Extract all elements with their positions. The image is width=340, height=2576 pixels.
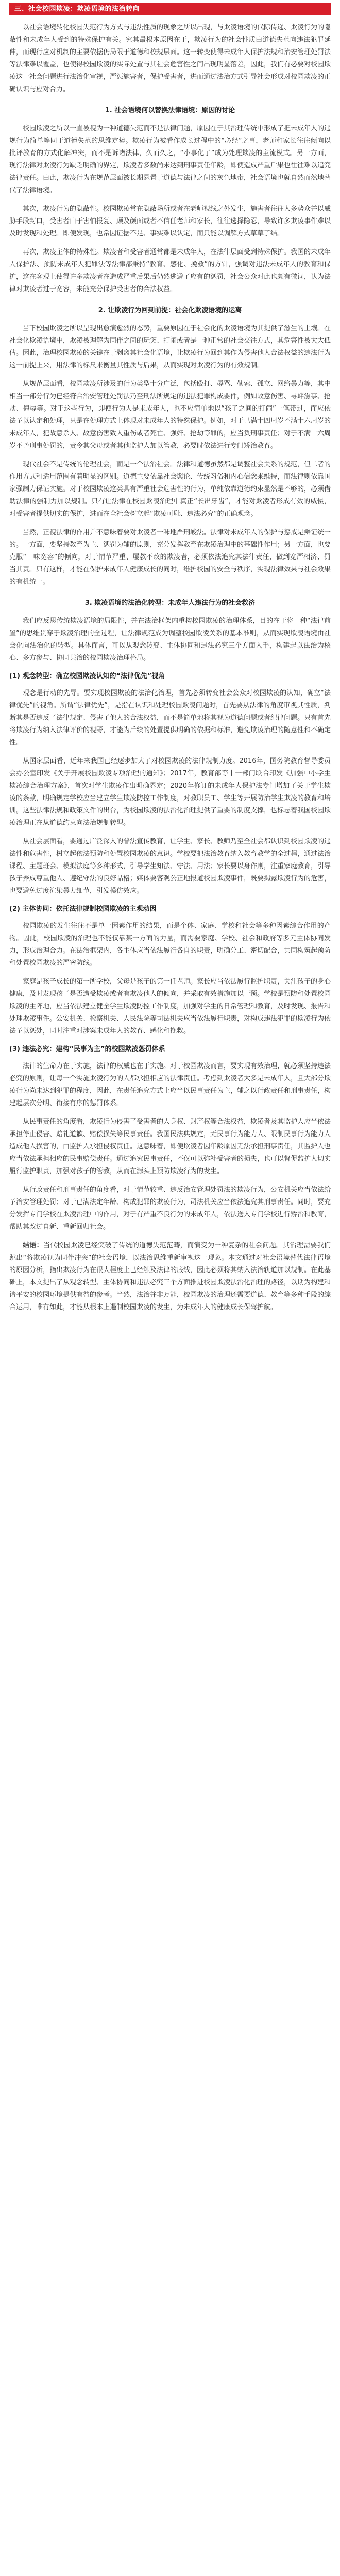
conclusion-label: 结语： xyxy=(23,1242,43,1249)
paragraph: 我们应反思传统欺凌语境的局限性，并在法治框架内重构校园欺凌的治理体系，目的在于将一种“法律前置”的思维贯穿于欺凌治理的全过程，让法律规范成为调整校园欺凌关系的基本准则，从而实现欺凌语境由社会化向法治化的转型。具体而言，可以从观念转变、主体协同和违法必究三个方面入手，构建起以法治为核心、多方参与、协同共治的校园欺凌治理格局。 xyxy=(9,617,331,662)
article-page xyxy=(0,3,340,2576)
paragraph: 从社会层面看，要通过广泛深入的普法宣传教育，让学生、家长、教师乃至全社会都认识到校园欺凌的违法性和危害性，树立起依法预防和处置校园欺凌的意识。学校要把法治教育纳入教育教学的全过程，通过法治课程、主题班会、模拟法庭等多种形式，引导学生知法、守法、用法；家长要以身作则，注重家庭教育，引导孩子养成尊重他人、遵纪守法的良好品格；媒体要客观公正地报道校园欺凌事件，既要揭露欺凌行为的危害，也要避免过度渲染暴力细节，引发模仿效应。 xyxy=(9,838,331,895)
paragraph: 现代社会不是传统的伦理社会，而是一个法治社会。法律和道德虽然都是调整社会关系的规范，但二者的作用方式和适用范围有着明显的区别。道德主要依靠社会舆论、传统习俗和内心信念来维持，而法律则依靠国家强制力保证实施。对于校园欺凌这类具有严重社会危害性的行为，单纯依靠道德约束显然是不够的，必须借助法律的强制力加以规制。只有让法律在校园欺凌治理中真正“长出牙齿”，才能对欺凌者形成有效的威慑，对受害者提供切实的保护，进而在全社会树立起“欺凌可耻、违法必究”的正确观念。 xyxy=(9,461,331,518)
paragraph: 校园欺凌的发生往往不是单一因素作用的结果，而是个体、家庭、学校和社会等多种因素综合作用的产物。因此，校园欺凌的治理也不能仅靠某一方面的力量，而需要家庭、学校、社会和政府等多元主体协同发力，形成治理合力。在法治框架内，各主体应当依法履行各自的职责，明确分工、密切配合，共同构筑起预防和处置校园欺凌的严密防线。 xyxy=(9,922,331,967)
paragraph: 当下校园欺凌之所以呈现出愈演愈烈的态势，重要原因在于社会化的欺凌语境为其提供了滋生的土壤。在社会化欺凌语境中，欺凌被理解为同伴之间的玩笑、打闹或者是一种正常的社会交往方式，其危害性被大大低估。因此，治理校园欺凌的关键在于剥离其社会化语境，让欺凌行为回到其作为侵害他人合法权益的违法行为这一前提上来，用法律的标尺来衡量其性质与后果，从而实现对欺凌行为的有效规制。 xyxy=(9,325,331,369)
paragraph: 校园欺凌之所以一直被视为一种道德失范而不是法律问题，原因在于其治理传统中形成了把未成年人的违规行为简单等同于道德失范的思维定势。欺凌行为被看作成长过程中的“必经”之事，老师和家长往往倾向以批评教育的方式化解冲突，而不是诉诸法律，久而久之，“小事化了”成为处理欺凌的主流模式。另一方面，现行法律对欺凌行为缺乏明确的界定，欺凌者多数尚未达到刑事责任年龄，即使造成严重后果也往往难以追究法律责任。由此，欺凌行为在规范层面被长期悬置于道德与法律之间的灰色地带，社会语境也就自然而然地替代了法律语境。 xyxy=(9,125,331,194)
section-title-bar: 三、社会校园欺凌：欺凌语境的法治转向 xyxy=(9,3,331,15)
conclusion-paragraph xyxy=(9,1240,331,1314)
subsection-heading: 3. 欺凌语境的法治化转型：未成年人违法行为的社会救济 xyxy=(84,599,256,607)
paragraph: 从规范层面看，校园欺凌所涉及的行为类型十分广泛，包括殴打、辱骂、勒索、孤立、网络暴力等，其中相当一部分行为已经符合治安管理处罚法乃至刑法所规定的违法犯罪构成要件，例如故意伤害、寻衅滋事、抢劫、侮辱等。对于这些行为，即便行为人是未成年人，也不应简单地以“孩子之间的打闹”一笔带过，而应依法予以认定和处理，只是在处理方式上体现对未成年人的特殊保护。例如，对于已满十四周岁不满十六周岁的未成年人，犯故意杀人、故意伤害致人重伤或者死亡、强奸、抢劫等罪的，应当负刑事责任；对于不满十六周岁不予刑事处罚的，责令其父母或者其他监护人加以管教，必要时依法进行专门矫治教育。 xyxy=(9,380,331,450)
conclusion-text: 当代校园欺凌已经突破了传统的道德失范范畴，而演变为一种复杂的社会问题。其治理需要我们跳出“将欺凌视为同伴冲突”的社会语境，以法治思维重新审视这一现象。本文通过对社会语境替代法律语境的原因分析，指出欺凌行为在很大程度上已经触及法律的底线，因此必须将其纳入法治轨道加以规制。在此基础上，本文提出了从观念转型、主体协同和违法必究三个方面推进校园欺凌法治化治理的路径，以期为构建和谐平安的校园环境提供有益的参考。当然，法治并非万能，校园欺凌的治理还需要道德、教育等多种手段的综合运用，唯有如此，才能从根本上遏制校园欺凌的发生，为未成年人的健康成长保驾护航。 xyxy=(9,1242,331,1311)
subsection-heading: 2. 让欺凌行为回到前提：社会化欺凌语境的运离 xyxy=(98,307,242,314)
point-heading: (2) 主体协同：依托法律规制校园欺凌的主观动因 xyxy=(9,905,157,913)
subsection-heading: 1. 社会语境何以替换法律语境：原因的讨论 xyxy=(105,107,235,114)
paragraph: 当然，正视法律的作用并不意味着要对欺凌者一味地严刑峻法。法律对未成年人的保护与惩戒是辩证统一的。一方面，要坚持教育为主、惩罚为辅的原则，充分发挥教育在欺凌治理中的基础性作用；另一方面，也要克服“一味宽容”的倾向，对于情节严重、屡教不改的欺凌者，必须依法追究其法律责任，做到宽严相济、罚当其责。只有这样，才能在保护未成年人健康成长的同时，维护校园的安全与秩序，实现法律效果与社会效果的有机统一。 xyxy=(9,529,331,586)
article-body xyxy=(9,22,331,1314)
paragraph: 家庭是孩子成长的第一所学校，父母是孩子的第一任老师。家长应当依法履行监护职责，关注孩子的身心健康，及时发现孩子是否遭受欺凌或者有欺凌他人的倾向，并采取有效措施加以干预。学校是预防和处置校园欺凌的主阵地，应当依法建立健全学生欺凌防控工作制度，加强对学生的日常管理和教育，及时发现、报告和处理欺凌事件。公安机关、检察机关、人民法院等司法机关应当依法履行职责，对构成违法犯罪的欺凌行为依法予以惩处，同时注重对涉案未成年人的教育、感化和挽救。 xyxy=(9,978,331,1035)
paragraph: 从国家层面看，近年来我国已经逐步加大了对校园欺凌的法律规制力度。2016年，国务院教育督导委员会办公室印发《关于开展校园欺凌专项治理的通知》；2017年，教育部等十一部门联合印发《加强中小学生欺凌综合治理方案》，首次对学生欺凌作出明确界定；2020年修订的未成年人保护法专门增加了关于学生欺凌的条款，明确规定学校应当建立学生欺凌防控工作制度，对教职员工、学生等开展防治学生欺凌的教育和培训。这些法律法规和政策文件的出台，为校园欺凌的法治化治理提供了重要的制度支撑，也标志着我国校园欺凌治理正在从道德约束向法治规制转型。 xyxy=(9,757,331,827)
paragraph: 观念是行动的先导。要实现校园欺凌的法治化治理，首先必须转变社会公众对校园欺凌的认知，确立“法律优先”的视角。所谓“法律优先”，是指在认识和处理校园欺凌问题时，首先要从法律的角度审视其性质，判断其是否违反了法律规定、侵害了他人的合法权益，而不是简单地将其视为道德问题或者纪律问题。只有首先将欺凌行为纳入法律评价的视野，才能为后续的处置提供明确的依据和标准，避免欺凌治理的随意性和不确定性。 xyxy=(9,689,331,747)
point-heading: (3) 违法必究：建构“民事为主”的校园欺凌惩罚体系 xyxy=(9,1045,165,1053)
paragraph: 从民事责任的角度看，欺凌行为侵害了受害者的人身权、财产权等合法权益，欺凌者及其监护人应当依法承担停止侵害、赔礼道歉、赔偿损失等民事责任。我国民法典规定，无民事行为能力人、限制民事行为能力人造成他人损害的，由监护人承担侵权责任。这意味着，即便欺凌者因年龄原因无法承担刑事责任，其监护人也应当依法承担相应的民事赔偿责任。通过追究民事责任，不仅可以弥补受害者的损失，也可以督促监护人切实履行监护职责，加强对孩子的管教，从而在源头上预防欺凌行为的发生。 xyxy=(9,1118,331,1175)
paragraph: 法律的生命力在于实施，法律的权威也在于实施。对于校园欺凌而言，要实现有效治理，就必须坚持违法必究的原则，让每一个实施欺凌行为的人都承担相应的法律责任。考虑到欺凌者大多是未成年人，且大部分欺凌行为尚未达到犯罪的程度，因此，在责任追究方式上应当以民事责任为主，辅之以行政责任和刑事责任，构建起层次分明、衔接有序的惩罚体系。 xyxy=(9,1062,331,1107)
paragraph: 再次，欺凌主体的特殊性。欺凌者和受害者通常都是未成年人，在法律层面受到特殊保护。我国的未成年人保护法、预防未成年人犯罪法等法律都秉持“教育、感化、挽救”的方针，强调对违法未成年人的教育和保护，这在客观上使得许多欺凌者在造成严重后果后仍然逃避了应有的惩罚，社会公众对此也颇有微词，认为法律对欺凌者过于宽容，未能充分保护受害者的合法权益。 xyxy=(9,248,331,293)
paragraph: 以社会语境转化校园失范行为方式与违法性质的现象之所以出现，与欺凌语境的代际传递、欺凌行为的隐蔽性和未成年人受到的特殊保护有关。究其最根本原因在于，欺凌行为的社会性质由道德失范向违法犯罪延伸，而现行应对机制的主要依据仍局限于道德和校规层面。这一转变使得未成年人保护法规和治安管理处罚法等法律难以覆盖，也使得校园欺凌的实际处置与其社会危害性之间出现明显落差，因此，我们有必要对校园欺凌这一社会问题进行法治化审视，严惩施害者，保护受害者，进而通过法治方式引导社会形成对校园欺凌的正确认识与应对合力。 xyxy=(9,24,331,93)
paragraph: 从行政责任和刑事责任的角度看，对于情节较重、违反治安管理处罚法的欺凌行为，公安机关应当依法给予治安管理处罚；对于已满法定年龄、构成犯罪的欺凌行为，司法机关应当依法追究其刑事责任。同时，要充分发挥专门学校在欺凌治理中的作用，对于有严重不良行为的未成年人，依法送入专门学校进行矫治和教育，帮助其改过自新、重新回归社会。 xyxy=(9,1186,331,1231)
point-heading: (1) 观念转型：确立校园欺凌认知的“法律优先”视角 xyxy=(9,672,165,680)
paragraph: 其次，欺凌行为的隐蔽性。校园欺凌常在隐蔽场所或者在老师视线之外发生，施害者往往人多势众并以威胁手段封口，受害者由于害怕报复、顾及颜面或者不信任老师和家长，往往选择隐忍，导致许多欺凌事件难以及时发现和处理。即便发现，也常因证据不足、事实难以认定，而只能以调解方式草草了结。 xyxy=(9,205,331,238)
